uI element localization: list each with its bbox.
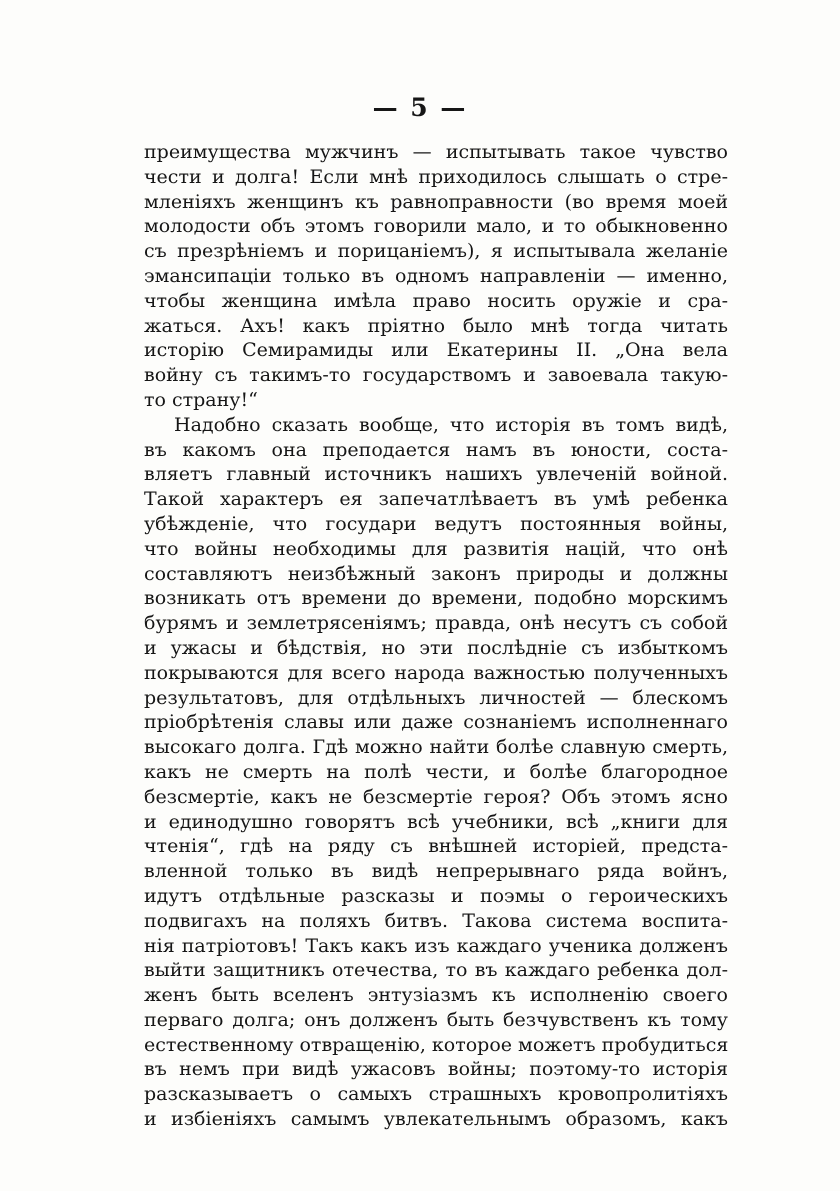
text-line-34: выйти защитникъ отечества, то въ каждаго ребенка дол- [144,959,728,982]
text-line-6: эмансипаціи только въ одномъ направленіи — именно, [144,264,728,287]
text-line-22: покрываются для всего народа важностью полученныхъ [144,661,728,684]
text-line-13: въ какомъ она преподается намъ въ юности, соста- [144,438,728,461]
text-line-21: и ужасы и бѣдствія, но эти послѣдніе съ избыткомъ [144,636,728,659]
text-line-14: вляетъ главный источникъ нашихъ увлеченій войной. [144,463,728,486]
body-text [144,140,728,1132]
text-line-32: подвигахъ на поляхъ битвъ. Такова система воспита- [144,909,728,932]
text-line-18: составляютъ неизбѣжный законъ природы и должны [144,562,728,585]
text-line-36: перваго долга; онъ долженъ быть безчувственъ къ тому [144,1008,728,1031]
text-line-8: жаться. Ахъ! какъ пріятно было мнѣ тогда читать [144,314,728,337]
text-line-31: идутъ отдѣльные разсказы и поэмы о героическихъ [144,884,728,907]
text-line-15: Такой характеръ ея запечатлѣваетъ въ умѣ ребенка [144,488,728,511]
text-line-16: убѣжденіе, что государи ведутъ постоянныя войны, [144,512,728,535]
text-line-9: исторію Семирамиды или Екатерины II. „Она вела [144,339,728,362]
text-line-26: какъ не смерть на полѣ чести, и болѣе благородное [144,760,728,783]
text-line-28: и единодушно говорятъ всѣ учебники, всѣ „книги для [144,810,728,833]
text-line-7: чтобы женщина имѣла право носить оружіе и сра- [144,289,728,312]
text-line-4: молодости объ этомъ говорили мало, и то обыкновенно [144,215,728,238]
text-line-10: войну съ такимъ-то государствомъ и завоевала такую- [144,364,728,387]
page-number: — 5 — [372,93,468,122]
text-line-29: чтенія“, гдѣ на ряду съ внѣшней исторіей, предста- [144,835,728,858]
text-line-23: результатовъ, для отдѣльныхъ личностей — блескомъ [144,686,728,709]
text-line-38: въ немъ при видѣ ужасовъ войны; поэтому-то исторія [144,1058,728,1081]
text-line-40: и избіеніяхъ самымъ увлекательнымъ образомъ, какъ [144,1108,728,1131]
text-line-33: нія патріотовъ! Такъ какъ изъ каждаго ученика долженъ [144,934,728,957]
text-line-35: женъ быть вселенъ энтузіазмъ къ исполненію своего [144,984,728,1007]
text-line-25: высокаго долга. Гдѣ можно найти болѣе славную смерть, [144,736,728,759]
text-line-19: возникать отъ времени до времени, подобно морскимъ [144,587,728,610]
text-line-37: естественному отвращенію, которое можетъ пробудиться [144,1033,728,1056]
text-line-3: мленіяхъ женщинъ къ равноправности (во время моей [144,190,728,213]
text-line-20: бурямъ и землетрясеніямъ; правда, онѣ несутъ съ собой [144,612,728,635]
text-line-30: вленной только въ видѣ непрерывнаго ряда войнъ, [144,860,728,883]
text-line-17: что войны необходимы для развитія націй, что онѣ [144,537,728,560]
text-line-1: преимущества мужчинъ — испытывать такое чувство [144,141,728,163]
text-line-2: чести и долга! Если мнѣ приходилось слышать о стре- [144,165,728,188]
text-line-27: безсмертіе, какъ не безсмертіе героя? Объ этомъ ясно [144,785,728,808]
text-line-24: пріобрѣтенія славы или даже сознаніемъ исполненнаго [144,711,728,734]
text-line-12: Надобно сказать вообще, что исторія въ томъ видѣ, [174,413,728,436]
text-line-11: то страну!“ [144,388,258,411]
text-line-5: съ презрѣніемъ и порицаніемъ), я испытывала желаніе [144,240,728,263]
text-line-39: разсказываетъ о самыхъ страшныхъ кровопролитіяхъ [144,1083,728,1106]
